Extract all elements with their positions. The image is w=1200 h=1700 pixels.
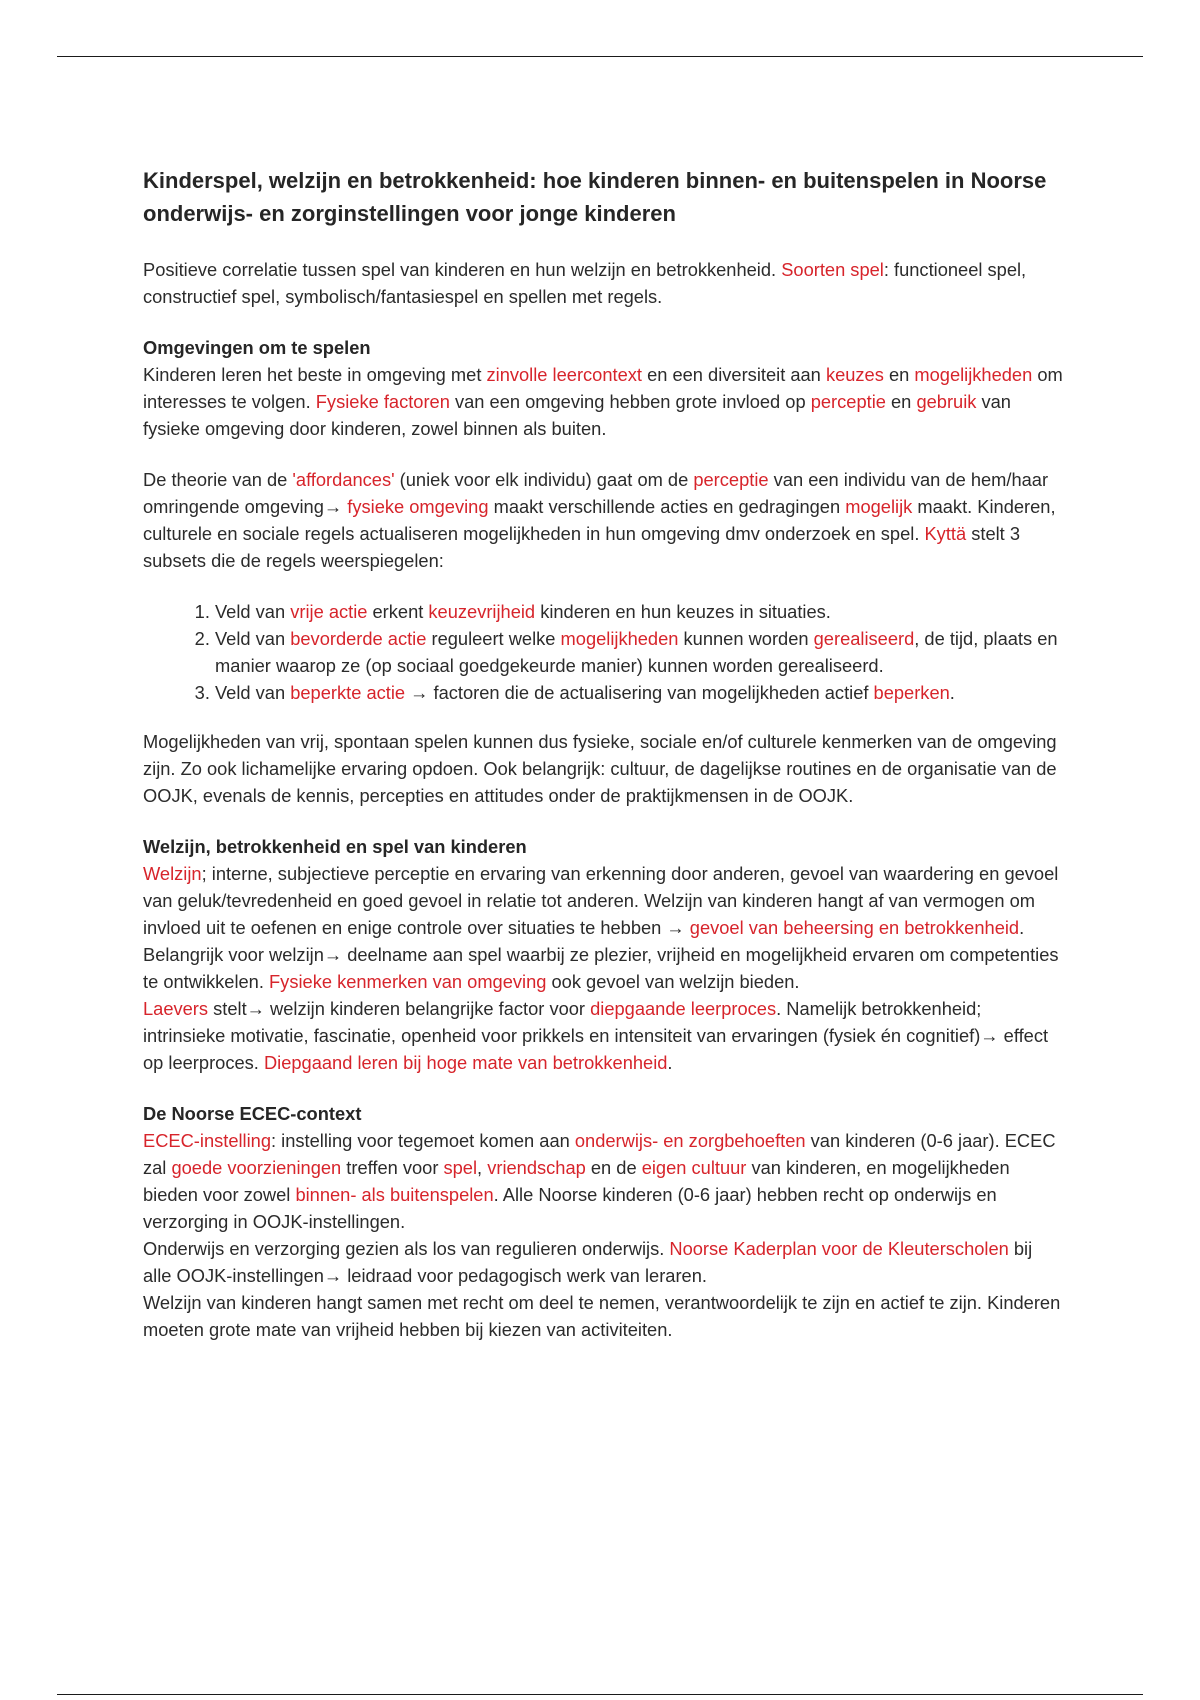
- text-run: : instelling voor tegemoet komen aan: [271, 1130, 575, 1151]
- paragraph: [143, 256, 1063, 310]
- highlighted-term: perceptie: [810, 391, 886, 412]
- text-run: kunnen worden: [678, 628, 814, 649]
- highlighted-term: mogelijkheden: [560, 628, 679, 649]
- list-item: [215, 598, 1063, 625]
- text-run: van fysieke omgeving door kinderen, zowel binnen als buiten.: [143, 391, 1011, 439]
- highlighted-term: Welzijn: [143, 863, 202, 884]
- list-item: [215, 625, 1063, 679]
- text-run: Welzijn van kinderen hangt samen met recht om deel te nemen, verantwoordelijk te zijn en actief te zijn. Kinderen moeten grote mate van vrijheid hebben bij kiezen van activiteiten.: [143, 1292, 1061, 1340]
- highlighted-term: onderwijs- en zorgbehoeften: [574, 1130, 806, 1151]
- text-run: Veld van: [215, 601, 291, 622]
- paragraph: [143, 1289, 1063, 1343]
- text-run: maakt. Kinderen, culturele en sociale regels actualiseren mogelijkheden in hun omgeving dmv onderzoek en spel.: [143, 496, 1056, 544]
- paragraph: [143, 1127, 1063, 1235]
- text-run: en de: [585, 1157, 642, 1178]
- text-run: en een diversiteit aan: [641, 364, 826, 385]
- text-run: Veld van: [215, 628, 291, 649]
- text-run: stelt 3 subsets die de regels weerspiegelen:: [143, 523, 1021, 571]
- text-run: treffen voor: [341, 1157, 444, 1178]
- text-run: kinderen en hun keuzes in situaties.: [535, 601, 831, 622]
- highlighted-term: 'affordances': [292, 469, 395, 490]
- highlighted-term: ECEC-instelling: [143, 1130, 272, 1151]
- text-run: ook gevoel van welzijn bieden.: [546, 971, 800, 992]
- paragraph: [143, 995, 1063, 1076]
- text-run: Positieve correlatie tussen spel van kinderen en hun welzijn en betrokkenheid.: [143, 259, 782, 280]
- text-run: om interesses te volgen.: [143, 364, 1063, 412]
- section: [143, 1100, 1063, 1343]
- highlighted-term: binnen- als buitenspelen: [295, 1184, 494, 1205]
- highlighted-term: perceptie: [693, 469, 769, 490]
- text-run: bij alle OOJK-instellingen→ leidraad voor pedagogisch werk van leraren.: [143, 1238, 1033, 1286]
- header-rule: [57, 56, 1143, 57]
- highlighted-term: keuzes: [825, 364, 884, 385]
- highlighted-term: gevoel van beheersing en betrokkenheid: [689, 917, 1020, 938]
- paragraph: [143, 860, 1063, 995]
- highlighted-term: goede voorzieningen: [171, 1157, 342, 1178]
- highlighted-term: fysieke omgeving: [347, 496, 489, 517]
- highlighted-term: Fysieke factoren: [315, 391, 450, 412]
- highlighted-term: mogelijkheden: [914, 364, 1033, 385]
- text-run: De theorie van de: [143, 469, 293, 490]
- highlighted-term: gebruik: [916, 391, 977, 412]
- text-run: . Belangrijk voor welzijn→ deelname aan spel waarbij ze plezier, vrijheid en mogelijkheid ervaren om competenties te ontwikkelen.: [143, 917, 1059, 992]
- highlighted-term: bevorderde actie: [290, 628, 427, 649]
- text-run: Mogelijkheden van vrij, spontaan spelen kunnen dus fysieke, sociale en/of culturele kenmerken van de omgeving zijn. Zo ook lichamelijke ervaring opdoen. Ook belangrijk: cultuur, de dagelijkse routines en de organisatie van de OOJK, evenals de kennis, percepties en attitudes onder de praktijkmensen in de OOJK.: [143, 731, 1057, 806]
- text-run: Onderwijs en verzorging gezien als los van regulieren onderwijs.: [143, 1238, 670, 1259]
- document-body: [143, 164, 1063, 1367]
- highlighted-term: keuzevrijheid: [428, 601, 536, 622]
- text-run: maakt verschillende acties en gedragingen: [488, 496, 846, 517]
- section: [143, 833, 1063, 1076]
- numbered-list: [143, 598, 1063, 706]
- text-run: , de tijd, plaats en manier waarop ze (op sociaal goedgekeurde manier) kunnen worden gerealiseerd.: [215, 628, 1058, 676]
- text-run: van een omgeving hebben grote invloed op: [449, 391, 811, 412]
- section-heading: Welzijn, betrokkenheid en spel van kinderen: [143, 836, 527, 857]
- paragraph: [143, 728, 1063, 809]
- highlighted-term: vrije actie: [290, 601, 368, 622]
- highlighted-term: eigen cultuur: [641, 1157, 747, 1178]
- document-title: Kinderspel, welzijn en betrokkenheid: hoe kinderen binnen- en buitenspelen in Noorse onderwijs- en zorginstellingen voor jonge kinderen: [143, 168, 1047, 226]
- highlighted-term: spel: [443, 1157, 478, 1178]
- section-heading: Omgevingen om te spelen: [143, 337, 371, 358]
- text-run: : functioneel spel, constructief spel, symbolisch/fantasiespel en spellen met regels.: [143, 259, 1027, 307]
- text-run: van kinderen (0-6 jaar). ECEC zal: [143, 1130, 1056, 1178]
- paragraph: [143, 361, 1063, 442]
- text-run: → factoren die de actualisering van mogelijkheden actief: [405, 682, 874, 703]
- text-run: reguleert welke: [426, 628, 561, 649]
- highlighted-term: Kyttä: [924, 523, 967, 544]
- text-run: Veld van: [215, 682, 291, 703]
- text-run: (uniek voor elk individu) gaat om de: [394, 469, 694, 490]
- highlighted-term: Laevers: [143, 998, 209, 1019]
- text-run: en: [885, 391, 917, 412]
- text-run: stelt→ welzijn kinderen belangrijke factor voor: [208, 998, 591, 1019]
- document-content: [143, 256, 1063, 1343]
- highlighted-term: diepgaande leerproces: [590, 998, 777, 1019]
- highlighted-term: Noorse Kaderplan voor de Kleuterscholen: [669, 1238, 1009, 1259]
- text-run: .: [667, 1052, 673, 1073]
- text-run: van een individu van de hem/haar omringende omgeving→: [143, 469, 1049, 517]
- text-run: van kinderen, en mogelijkheden bieden voor zowel: [143, 1157, 1010, 1205]
- highlighted-term: beperkte actie: [290, 682, 406, 703]
- highlighted-term: Soorten spel: [781, 259, 884, 280]
- highlighted-term: Diepgaand leren bij hoge mate van betrokkenheid: [263, 1052, 668, 1073]
- footer-rule: [57, 1694, 1143, 1695]
- text-run: . Namelijk betrokkenheid; intrinsieke motivatie, fascinatie, openheid voor prikkels en intensiteit van ervaringen (fysiek én cognitief)→ effect op leerproces.: [143, 998, 1049, 1073]
- text-run: erkent: [367, 601, 429, 622]
- highlighted-term: vriendschap: [487, 1157, 586, 1178]
- highlighted-term: beperken: [873, 682, 950, 703]
- text-run: .: [949, 682, 955, 703]
- highlighted-term: Fysieke kenmerken van omgeving: [269, 971, 547, 992]
- highlighted-term: gerealiseerd: [813, 628, 915, 649]
- text-run: en: [883, 364, 915, 385]
- highlighted-term: zinvolle leercontext: [486, 364, 642, 385]
- section-heading: De Noorse ECEC-context: [143, 1103, 362, 1124]
- text-run: ,: [477, 1157, 488, 1178]
- section: [143, 334, 1063, 442]
- list-item: [215, 679, 1063, 706]
- paragraph: [143, 1235, 1063, 1289]
- highlighted-term: mogelijk: [845, 496, 913, 517]
- text-run: ; interne, subjectieve perceptie en ervaring van erkenning door anderen, gevoel van waardering en gevoel van geluk/tevredenheid en goed gevoel in relatie tot anderen. Welzijn van kinderen hangt af van vermogen om invloed uit te oefenen en enige controle over situaties te hebben →: [143, 863, 1059, 938]
- text-run: . Alle Noorse kinderen (0-6 jaar) hebben recht op onderwijs en verzorging in OOJK-instellingen.: [143, 1184, 997, 1232]
- text-run: Kinderen leren het beste in omgeving met: [143, 364, 487, 385]
- paragraph: [143, 466, 1063, 574]
